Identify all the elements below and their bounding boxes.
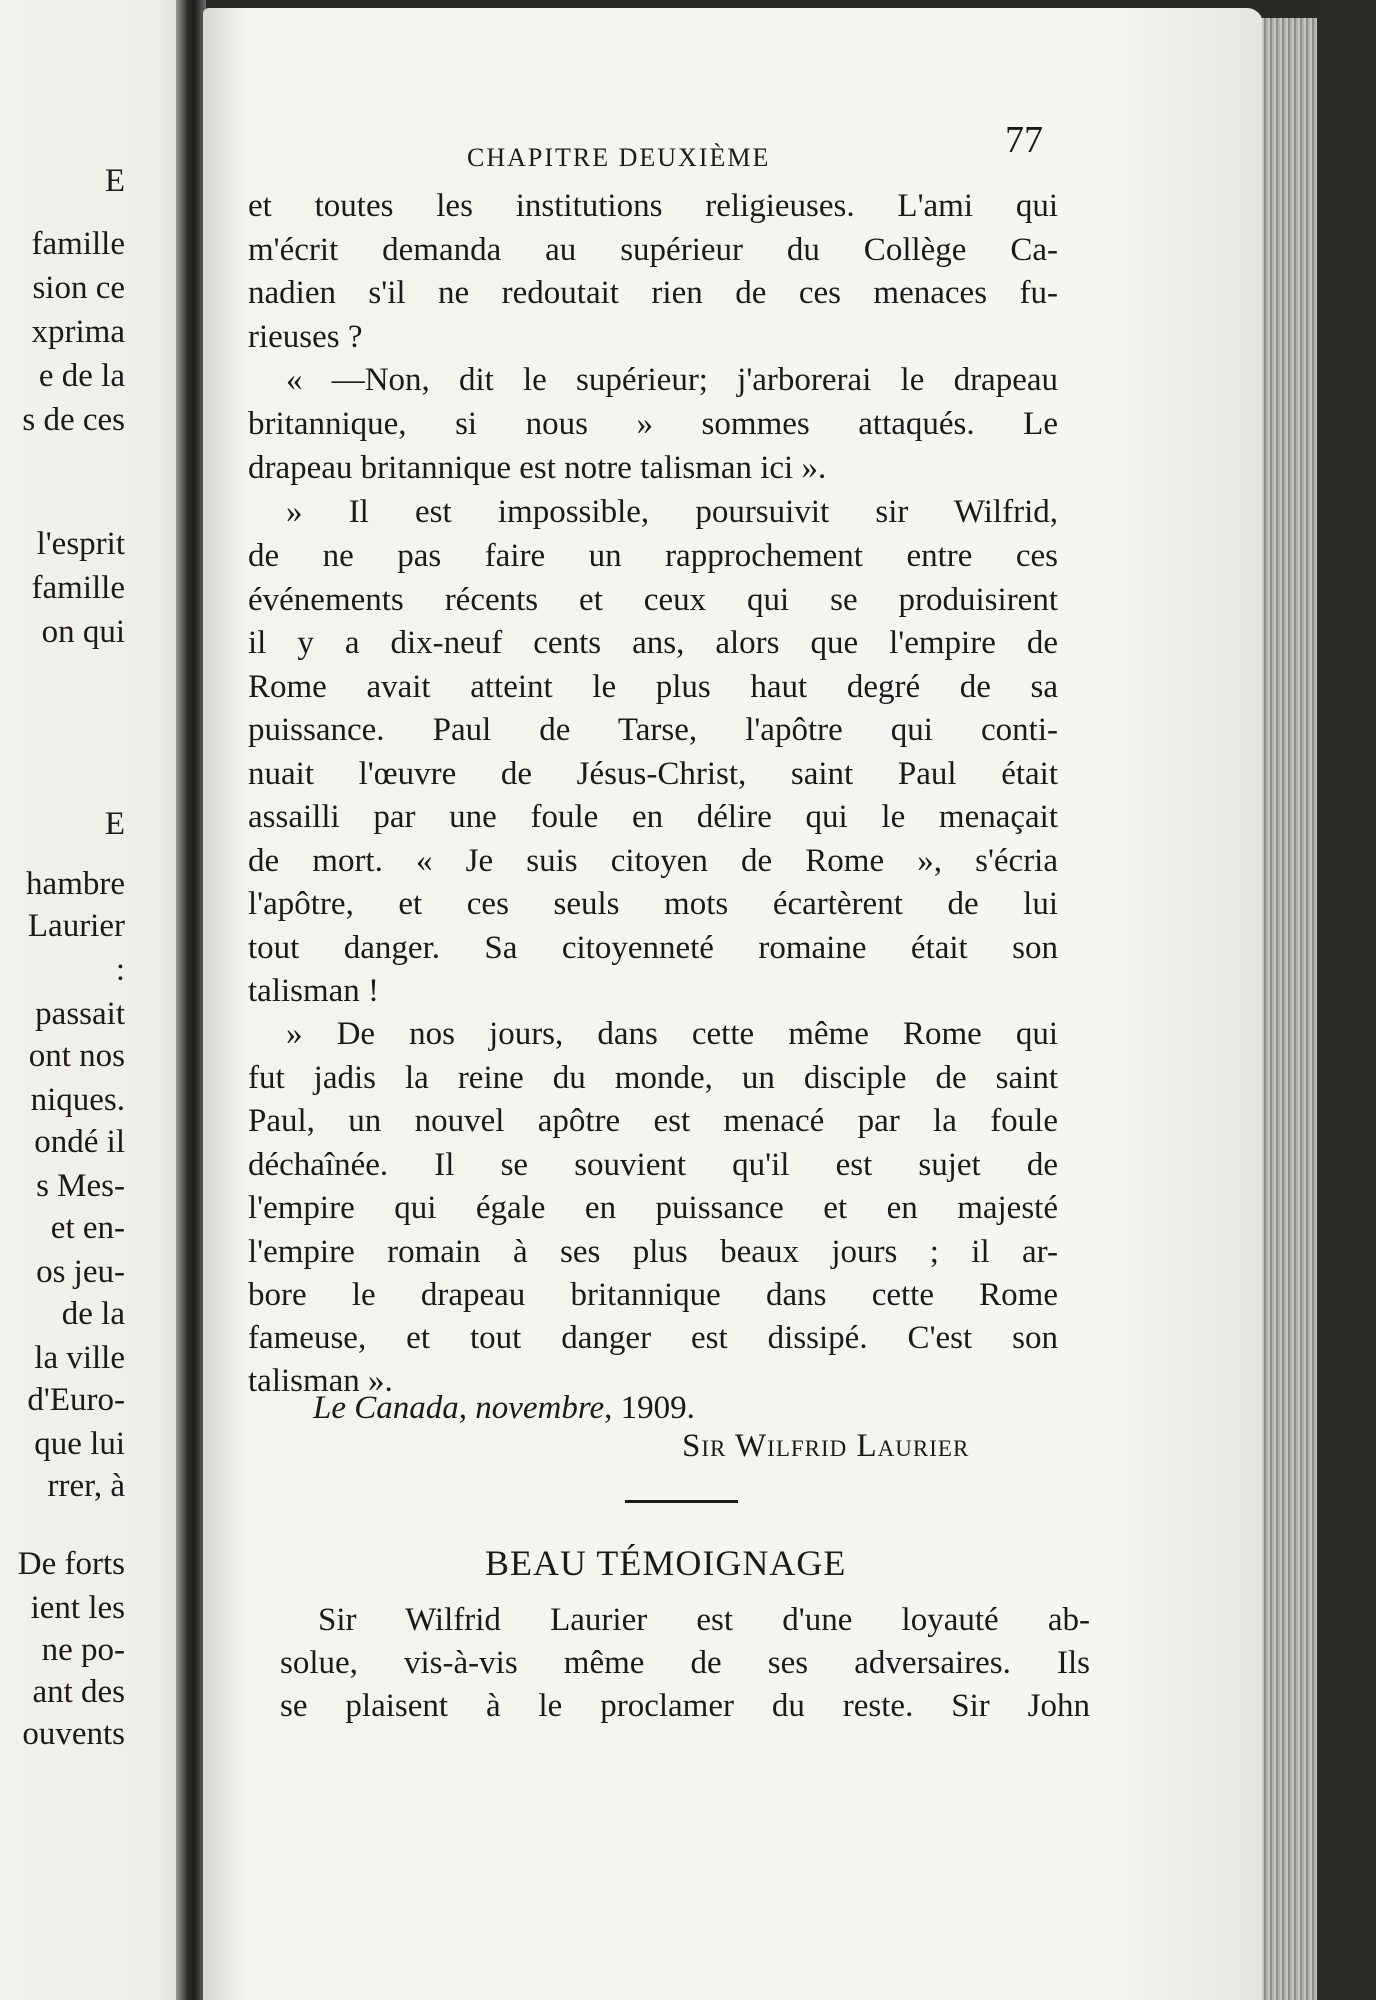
body-line: et toutes les institutions religieuses. L'ami qui — [248, 188, 1058, 224]
left-line: que lui — [34, 1426, 125, 1462]
left-line: e de la — [38, 358, 125, 394]
left-line: la ville — [34, 1340, 125, 1376]
left-line: os jeu- — [36, 1254, 125, 1290]
body-line: tout danger. Sa citoyenneté romaine était son — [248, 930, 1058, 966]
left-line: Laurier — [27, 908, 125, 944]
left-line: ondé il — [34, 1124, 125, 1160]
left-line: s Mes- — [36, 1168, 125, 1204]
left-line: : — [115, 952, 125, 988]
body-line: » De nos jours, dans cette même Rome qui — [286, 1016, 1058, 1052]
body-line: bore le drapeau britannique dans cette Rome — [248, 1277, 1058, 1313]
signature: Sir Wilfrid Laurier — [682, 1428, 970, 1464]
source-year: , 1909. — [604, 1390, 695, 1426]
left-line: ont nos — [28, 1038, 125, 1074]
section-line: se plaisent à le proclamer du reste. Sir John — [280, 1688, 1090, 1724]
left-line: s de ces — [22, 402, 125, 438]
book-cover-edge — [1317, 0, 1376, 2000]
body-line: rieuses ? — [248, 319, 363, 355]
body-line: déchaînée. Il se souvient qu'il est sujet de — [248, 1147, 1058, 1183]
left-line: niques. — [30, 1082, 125, 1118]
source-publication: Le Canada, novembre — [313, 1390, 605, 1426]
body-line: de ne pas faire un rapprochement entre ces — [248, 538, 1058, 574]
left-line: ouvents — [22, 1716, 125, 1752]
body-line: drapeau britannique est notre talisman ici ». — [248, 450, 827, 486]
body-line: fameuse, et tout danger est dissipé. C'est son — [248, 1320, 1058, 1356]
left-line: hambre — [26, 866, 125, 902]
body-line: talisman ! — [248, 973, 380, 1009]
body-line: « —Non, dit le supérieur; j'arborerai le drapeau — [286, 362, 1058, 398]
body-line: m'écrit demanda au supérieur du Collège Ca- — [248, 232, 1058, 268]
left-line: de la — [61, 1296, 125, 1332]
left-line: famille — [31, 570, 125, 606]
left-line: passait — [35, 996, 125, 1032]
left-line: on qui — [41, 614, 125, 650]
left-line: De forts — [17, 1546, 125, 1582]
left-line: E — [104, 163, 125, 199]
left-line: d'Euro- — [27, 1382, 125, 1418]
section-heading: BEAU TÉMOIGNAGE — [485, 1543, 847, 1583]
left-line: sion ce — [32, 270, 125, 306]
body-line: » Il est impossible, poursuivit sir Wilfrid, — [286, 494, 1058, 530]
left-line: rrer, à — [47, 1468, 125, 1504]
body-line: puissance. Paul de Tarse, l'apôtre qui conti- — [248, 712, 1058, 748]
body-line: l'empire qui égale en puissance et en majesté — [248, 1190, 1058, 1226]
book-gutter — [176, 0, 206, 2000]
body-line: nadien s'il ne redoutait rien de ces menaces fu- — [248, 275, 1058, 311]
left-line: et en- — [50, 1210, 125, 1246]
left-line: famille — [31, 226, 125, 262]
section-line: solue, vis-à-vis même de ses adversaires. Ils — [280, 1645, 1090, 1681]
body-line: nuait l'œuvre de Jésus-Christ, saint Paul était — [248, 756, 1058, 792]
body-line: de mort. « Je suis citoyen de Rome », s'écria — [248, 843, 1058, 879]
left-line: E — [104, 806, 125, 842]
body-line: l'empire romain à ses plus beaux jours ; il ar- — [248, 1234, 1058, 1270]
left-line: ne po- — [41, 1632, 125, 1668]
body-line: il y a dix-neuf cents ans, alors que l'empire de — [248, 625, 1058, 661]
body-line: événements récents et ceux qui se produisirent — [248, 582, 1058, 618]
section-line: Sir Wilfrid Laurier est d'une loyauté ab- — [318, 1602, 1090, 1638]
body-line: assailli par une foule en délire qui le menaçait — [248, 799, 1058, 835]
running-head: CHAPITRE DEUXIÈME — [467, 143, 771, 172]
body-line: fut jadis la reine du monde, un disciple de saint — [248, 1060, 1058, 1096]
body-line: Paul, un nouvel apôtre est menacé par la foule — [248, 1103, 1058, 1139]
left-line: l'esprit — [36, 526, 125, 562]
left-line: ant des — [32, 1674, 125, 1710]
left-line: xprima — [31, 314, 125, 350]
left-line: ient les — [30, 1590, 125, 1626]
body-line: l'apôtre, et ces seuls mots écartèrent de lui — [248, 886, 1058, 922]
page-edges — [1262, 18, 1317, 2000]
page-number: 77 — [1005, 119, 1043, 161]
body-line: britannique, si nous » sommes attaqués. Le — [248, 406, 1058, 442]
source-citation — [313, 1390, 695, 1427]
section-divider — [625, 1500, 738, 1503]
left-page — [0, 0, 195, 2000]
body-line: Rome avait atteint le plus haut degré de sa — [248, 669, 1058, 705]
body-line: talisman ». — [248, 1363, 393, 1399]
